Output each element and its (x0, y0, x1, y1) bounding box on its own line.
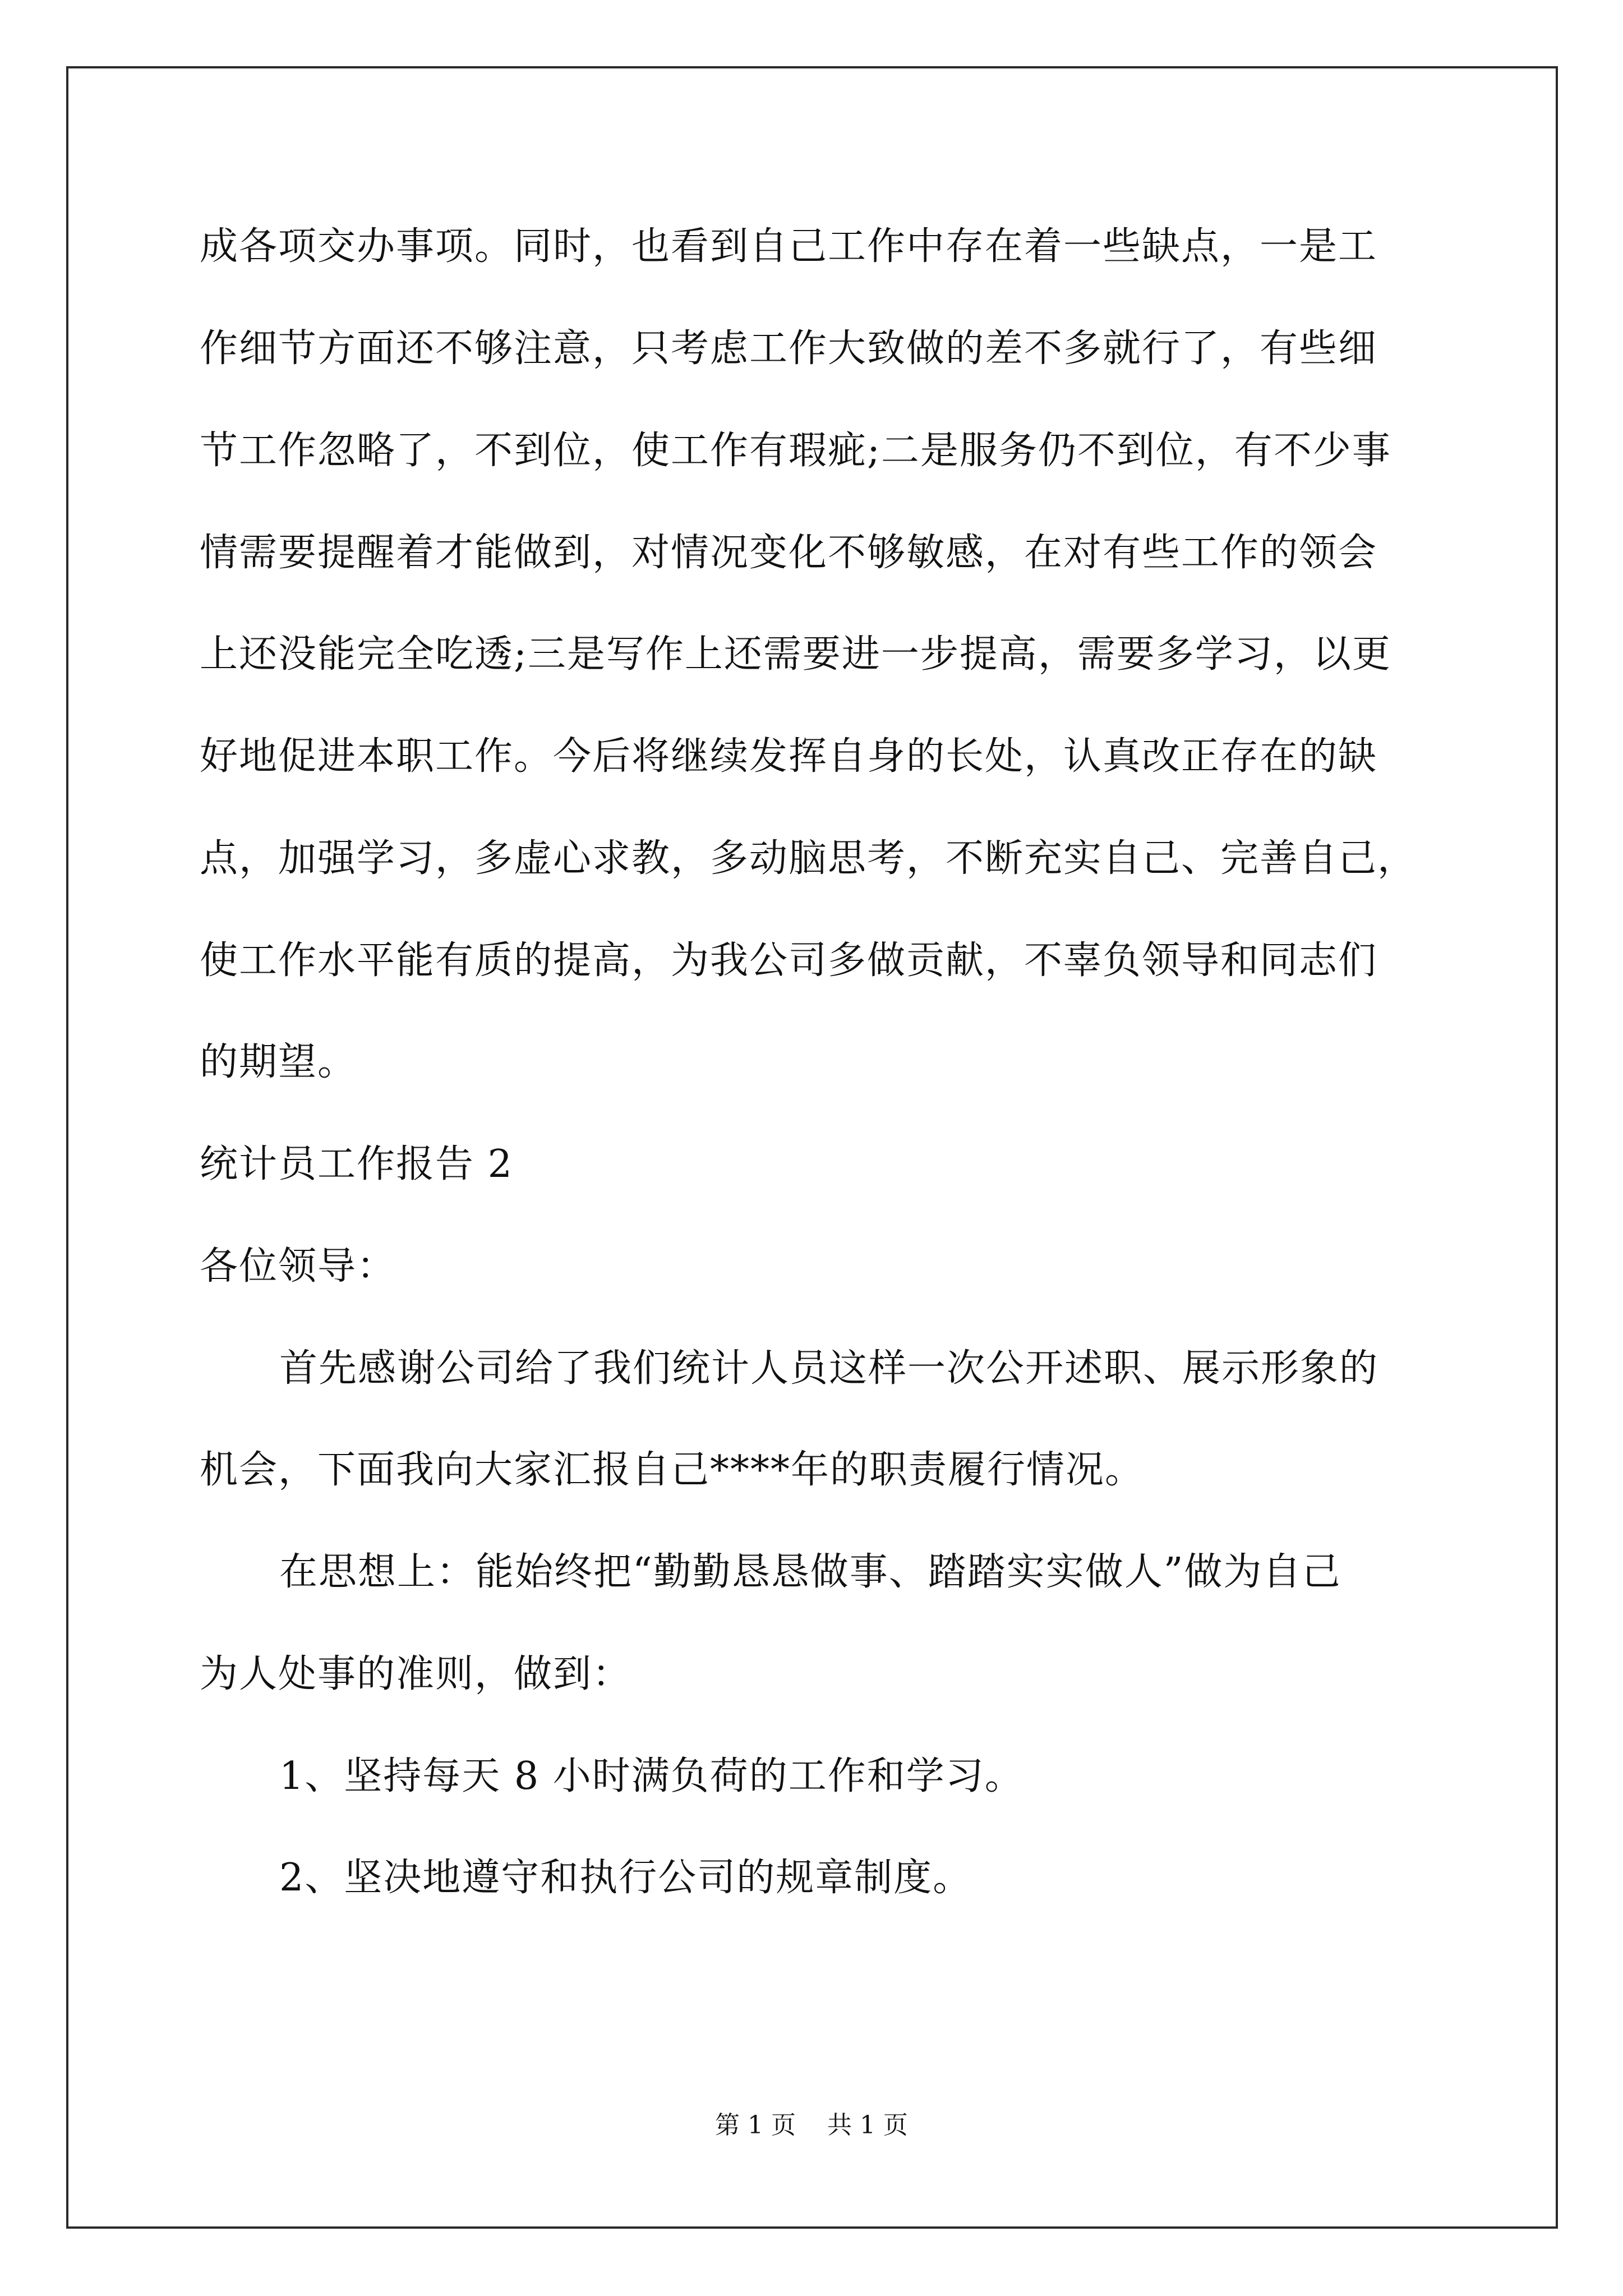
paragraph-line: 好地促进本职工作。今后将继续发挥自身的长处，认真改正存在的缺 (200, 734, 1378, 779)
paragraph-line: 在思想上：能始终把“勤勤恳恳做事、踏踏实实做人”做为自己 (279, 1550, 1341, 1594)
page-number-footer: 第 1 页 共 1 页 (715, 2111, 908, 2139)
paragraph-line: 首先感谢公司给了我们统计人员这样一次公开述职、展示形象的 (279, 1346, 1379, 1391)
paragraph-line: 节工作忽略了，不到位，使工作有瑕疵;二是服务仍不到位，有不少事 (200, 429, 1391, 473)
salutation: 各位领导： (200, 1244, 396, 1289)
paragraph-line: 上还没能完全吃透;三是写作上还需要进一步提高，需要多学习，以更 (200, 632, 1391, 677)
paragraph-line: 机会，下面我向大家汇报自己****年的职责履行情况。 (200, 1448, 1145, 1492)
section-heading: 统计员工作报告 2 (200, 1142, 513, 1186)
paragraph-line: 点，加强学习，多虚心求教，多动脑思考，不断充实自己、完善自己， (200, 836, 1417, 881)
list-item: 2、坚决地遵守和执行公司的规章制度。 (279, 1856, 972, 1900)
paragraph-line: 为人处事的准则，做到： (200, 1652, 632, 1696)
paragraph-line: 作细节方面还不够注意，只考虑工作大致做的差不多就行了，有些细 (200, 326, 1378, 371)
paragraph-line: 使工作水平能有质的提高，为我公司多做贡献，不辜负领导和同志们 (200, 938, 1378, 983)
paragraph-line: 情需要提醒着才能做到，对情况变化不够敏感，在对有些工作的领会 (200, 531, 1378, 575)
paragraph-line: 成各项交办事项。同时，也看到自己工作中存在着一些缺点，一是工 (200, 224, 1378, 269)
paragraph-line: 的期望。 (200, 1040, 357, 1084)
list-item: 1、坚持每天 8 小时满负荷的工作和学习。 (279, 1754, 1024, 1798)
